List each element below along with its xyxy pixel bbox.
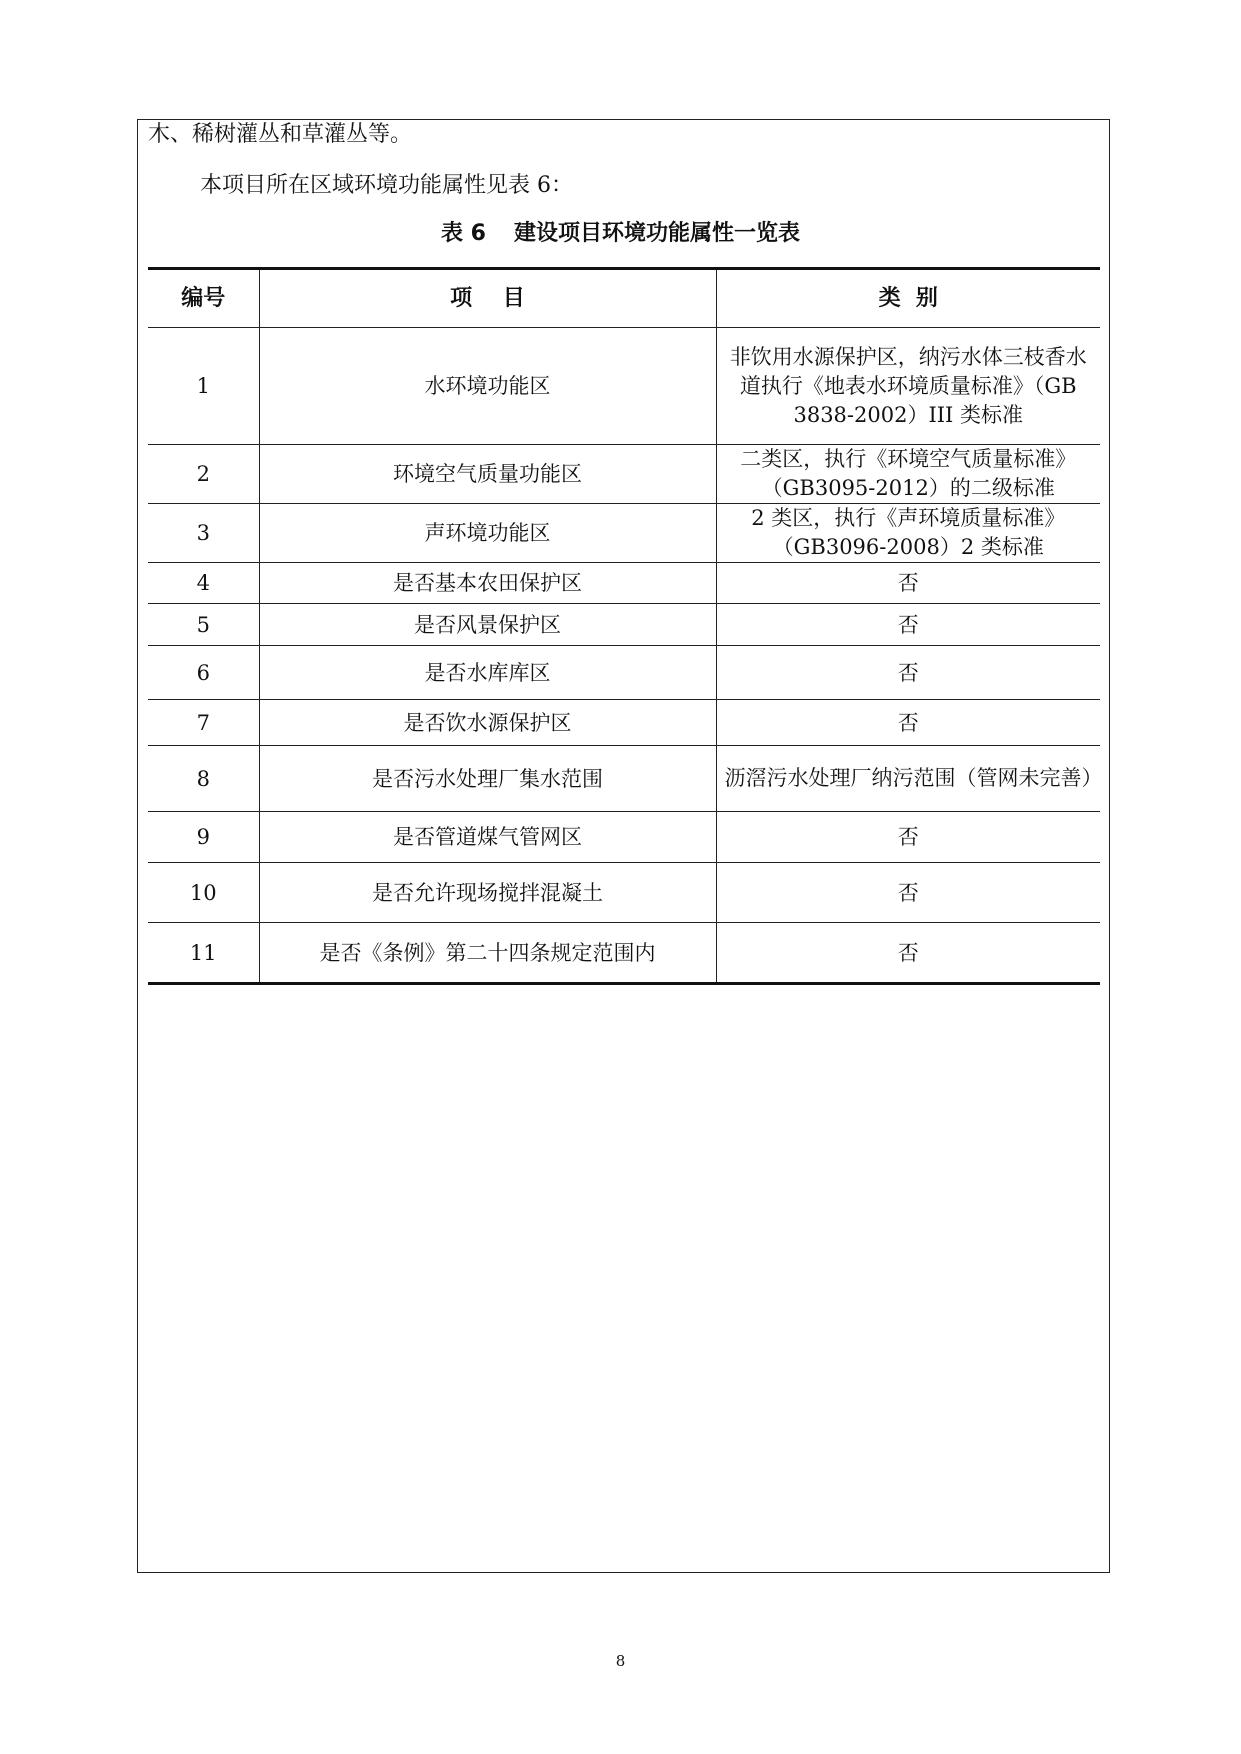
page-number: 8 <box>615 1652 626 1670</box>
row-category: 否 <box>716 863 1100 923</box>
table-header-row <box>148 269 1100 328</box>
row-item: 环境空气质量功能区 <box>259 445 716 504</box>
row-category: 否 <box>716 812 1100 863</box>
row-item: 是否污水处理厂集水范围 <box>259 746 716 812</box>
row-number: 10 <box>148 863 259 923</box>
row-number: 1 <box>148 328 259 445</box>
row-category: 2 类区，执行《声环境质量标准》（GB3096-2008）2 类标准 <box>716 504 1100 563</box>
table-caption-title: 建设项目环境功能属性一览表 <box>513 221 800 246</box>
table-row <box>148 604 1100 646</box>
table-row <box>148 563 1100 604</box>
row-item: 是否允许现场搅拌混凝土 <box>259 863 716 923</box>
row-number: 2 <box>148 445 259 504</box>
row-number: 11 <box>148 923 259 984</box>
row-item: 是否水库库区 <box>259 646 716 700</box>
environment-attribute-table <box>148 267 1103 985</box>
row-item: 是否《条例》第二十四条规定范围内 <box>259 923 716 984</box>
paragraph-table-intro: 本项目所在区域环境功能属性见表 6： <box>200 173 573 198</box>
row-number: 6 <box>148 646 259 700</box>
row-category: 二类区，执行《环境空气质量标准》（GB3095-2012）的二级标准 <box>716 445 1100 504</box>
row-item: 是否饮水源保护区 <box>259 700 716 746</box>
header-number: 编号 <box>148 269 259 328</box>
row-item: 水环境功能区 <box>259 328 716 445</box>
table-row <box>148 445 1100 504</box>
row-category: 非饮用水源保护区，纳污水体三枝香水道执行《地表水环境质量标准》（GB 3838-2002）III 类标准 <box>716 328 1100 445</box>
row-category: 沥滘污水处理厂纳污范围（管网未完善） <box>716 746 1100 812</box>
table-caption <box>0 219 1241 249</box>
table-row <box>148 700 1100 746</box>
table-row <box>148 923 1100 984</box>
row-item: 是否风景保护区 <box>259 604 716 646</box>
row-item: 声环境功能区 <box>259 504 716 563</box>
row-number: 9 <box>148 812 259 863</box>
table-row <box>148 746 1100 812</box>
row-category: 否 <box>716 646 1100 700</box>
table-row <box>148 863 1100 923</box>
row-number: 7 <box>148 700 259 746</box>
row-category: 否 <box>716 604 1100 646</box>
row-number: 4 <box>148 563 259 604</box>
row-category: 否 <box>716 563 1100 604</box>
row-category: 否 <box>716 700 1100 746</box>
header-category: 类 别 <box>716 269 1100 328</box>
row-category: 否 <box>716 923 1100 984</box>
table-row <box>148 646 1100 700</box>
table-row <box>148 812 1100 863</box>
table-row <box>148 504 1100 563</box>
row-number: 5 <box>148 604 259 646</box>
table-row <box>148 328 1100 445</box>
row-item: 是否管道煤气管网区 <box>259 812 716 863</box>
row-item: 是否基本农田保护区 <box>259 563 716 604</box>
header-item: 项 目 <box>259 269 716 328</box>
row-number: 3 <box>148 504 259 563</box>
paragraph-vegetation: 木、稀树灌丛和草灌丛等。 <box>148 122 413 147</box>
row-number: 8 <box>148 746 259 812</box>
table-caption-number: 表 6 <box>441 221 486 246</box>
